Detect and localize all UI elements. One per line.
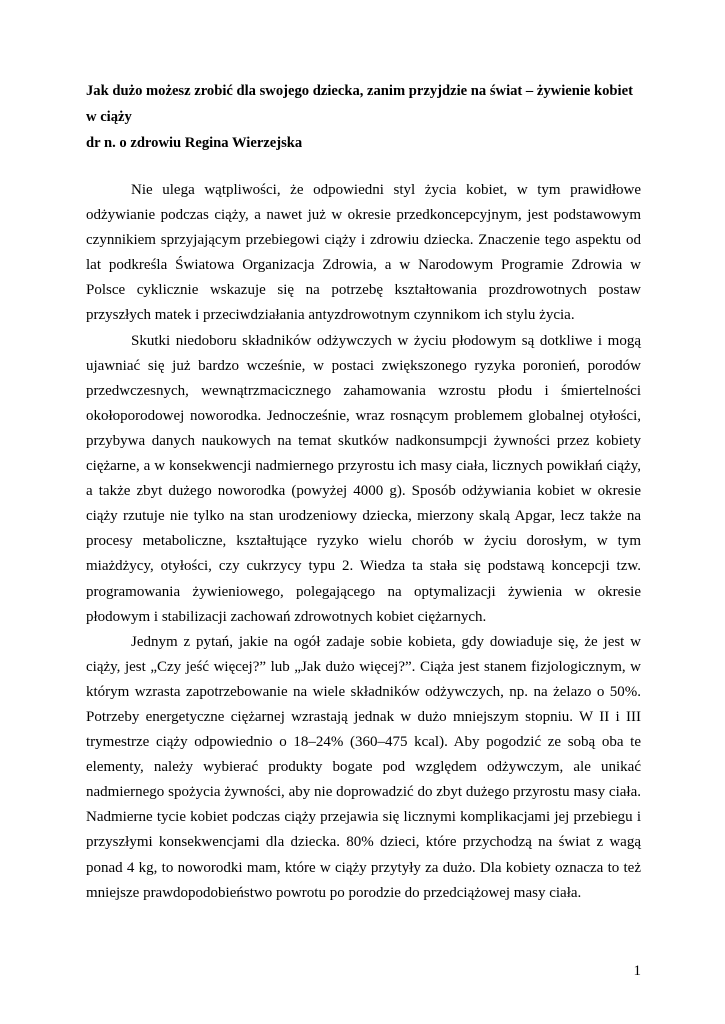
body-paragraph-3: Jednym z pytań, jakie na ogół zadaje sobie kobieta, gdy dowiaduje się, że jest w ciąży, jest „Czy jeść więcej?” lub „Jak dużo więcej?”. Ciąża jest stanem fizjologicznym, w którym wzrasta zapotrzebowanie na wiele składników odżywczych, np. na żelazo o 50%. Potrzeby energetyczne ciężarnej wzrastają jednak w dużo mniejszym stopniu. W II i III trymestrze ciąży odpowiednio o 18–24% (360–475 kcal). Aby pogodzić ze sobą oba te elementy, należy wybierać produkty bogate pod względem odżywczym, ale unikać nadmiernego spożycia żywności, aby nie doprowadzić do zbyt dużego przyrostu masy ciała. Nadmierne tycie kobiet podczas ciąży przejawia się licznymi komplikacjami jej przebiegu i przyszłymi konsekwencjami dla dziecka. 80% dzieci, które przychodzą na świat z wagą ponad 4 kg, to noworodki mam, które w ciąży przytyły za dużo. Dla kobiety oznacza to też mniejsze prawdopodobieństwo powrotu po porodzie do przedciążowej masy ciała. bbox=[86, 633, 641, 901]
document-body bbox=[86, 178, 641, 906]
document-author: dr n. o zdrowiu Regina Wierzejska bbox=[86, 135, 303, 151]
body-paragraph-1: Nie ulega wątpliwości, że odpowiedni styl życia kobiet, w tym prawidłowe odżywianie podczas ciąży, a nawet już w okresie przedkoncepcyjnym, jest podstawowym czynnikiem sprzyjającym przebiegowi ciąży i zdrowiu dziecka. Znaczenie tego aspektu od lat podkreśla Światowa Organizacja Zdrowia, a w Narodowym Programie Zdrowia w Polsce cyklicznie wskazuje się na potrzebę kształtowania prozdrowotnych postaw przyszłych matek i przeciwdziałania antyzdrowotnym czynnikom ich stylu życia. bbox=[86, 182, 641, 324]
document-header bbox=[86, 78, 641, 156]
document-title: Jak dużo możesz zrobić dla swojego dziecka, zanim przyjdzie na świat – żywienie kobiet w ciąży bbox=[86, 83, 633, 125]
page-number: 1 bbox=[633, 963, 641, 979]
body-paragraph-2: Skutki niedoboru składników odżywczych w życiu płodowym są dotkliwe i mogą ujawniać się już bardzo wcześnie, w postaci zwiększonego ryzyka poronień, porodów przedwczesnych, wewnątrzmacicznego zahamowania wzrostu płodu i śmiertelności okołoporodowej noworodka. Jednocześnie, wraz rosnącym problemem globalnej otyłości, przybywa danych naukowych na temat skutków nadkonsumpcji żywności przez kobiety ciężarne, a w konsekwencji nadmiernego przyrostu ich masy ciała, licznych powikłań ciąży, a także zbyt dużego noworodka (powyżej 4000 g). Sposób odżywiania kobiet w okresie ciąży rzutuje nie tylko na stan urodzeniowy dziecka, mierzony skalą Apgar, lecz także na procesy metaboliczne, kształtujące ryzyko wielu chorób w życiu dorosłym, w tym miażdżycy, otyłości, czy cukrzycy typu 2. Wiedza ta stała się podstawą koncepcji tzw. programowania żywieniowego, polegającego na optymalizacji żywienia w okresie płodowym i stabilizacji zachowań zdrowotnych kobiet ciężarnych. bbox=[86, 332, 641, 625]
